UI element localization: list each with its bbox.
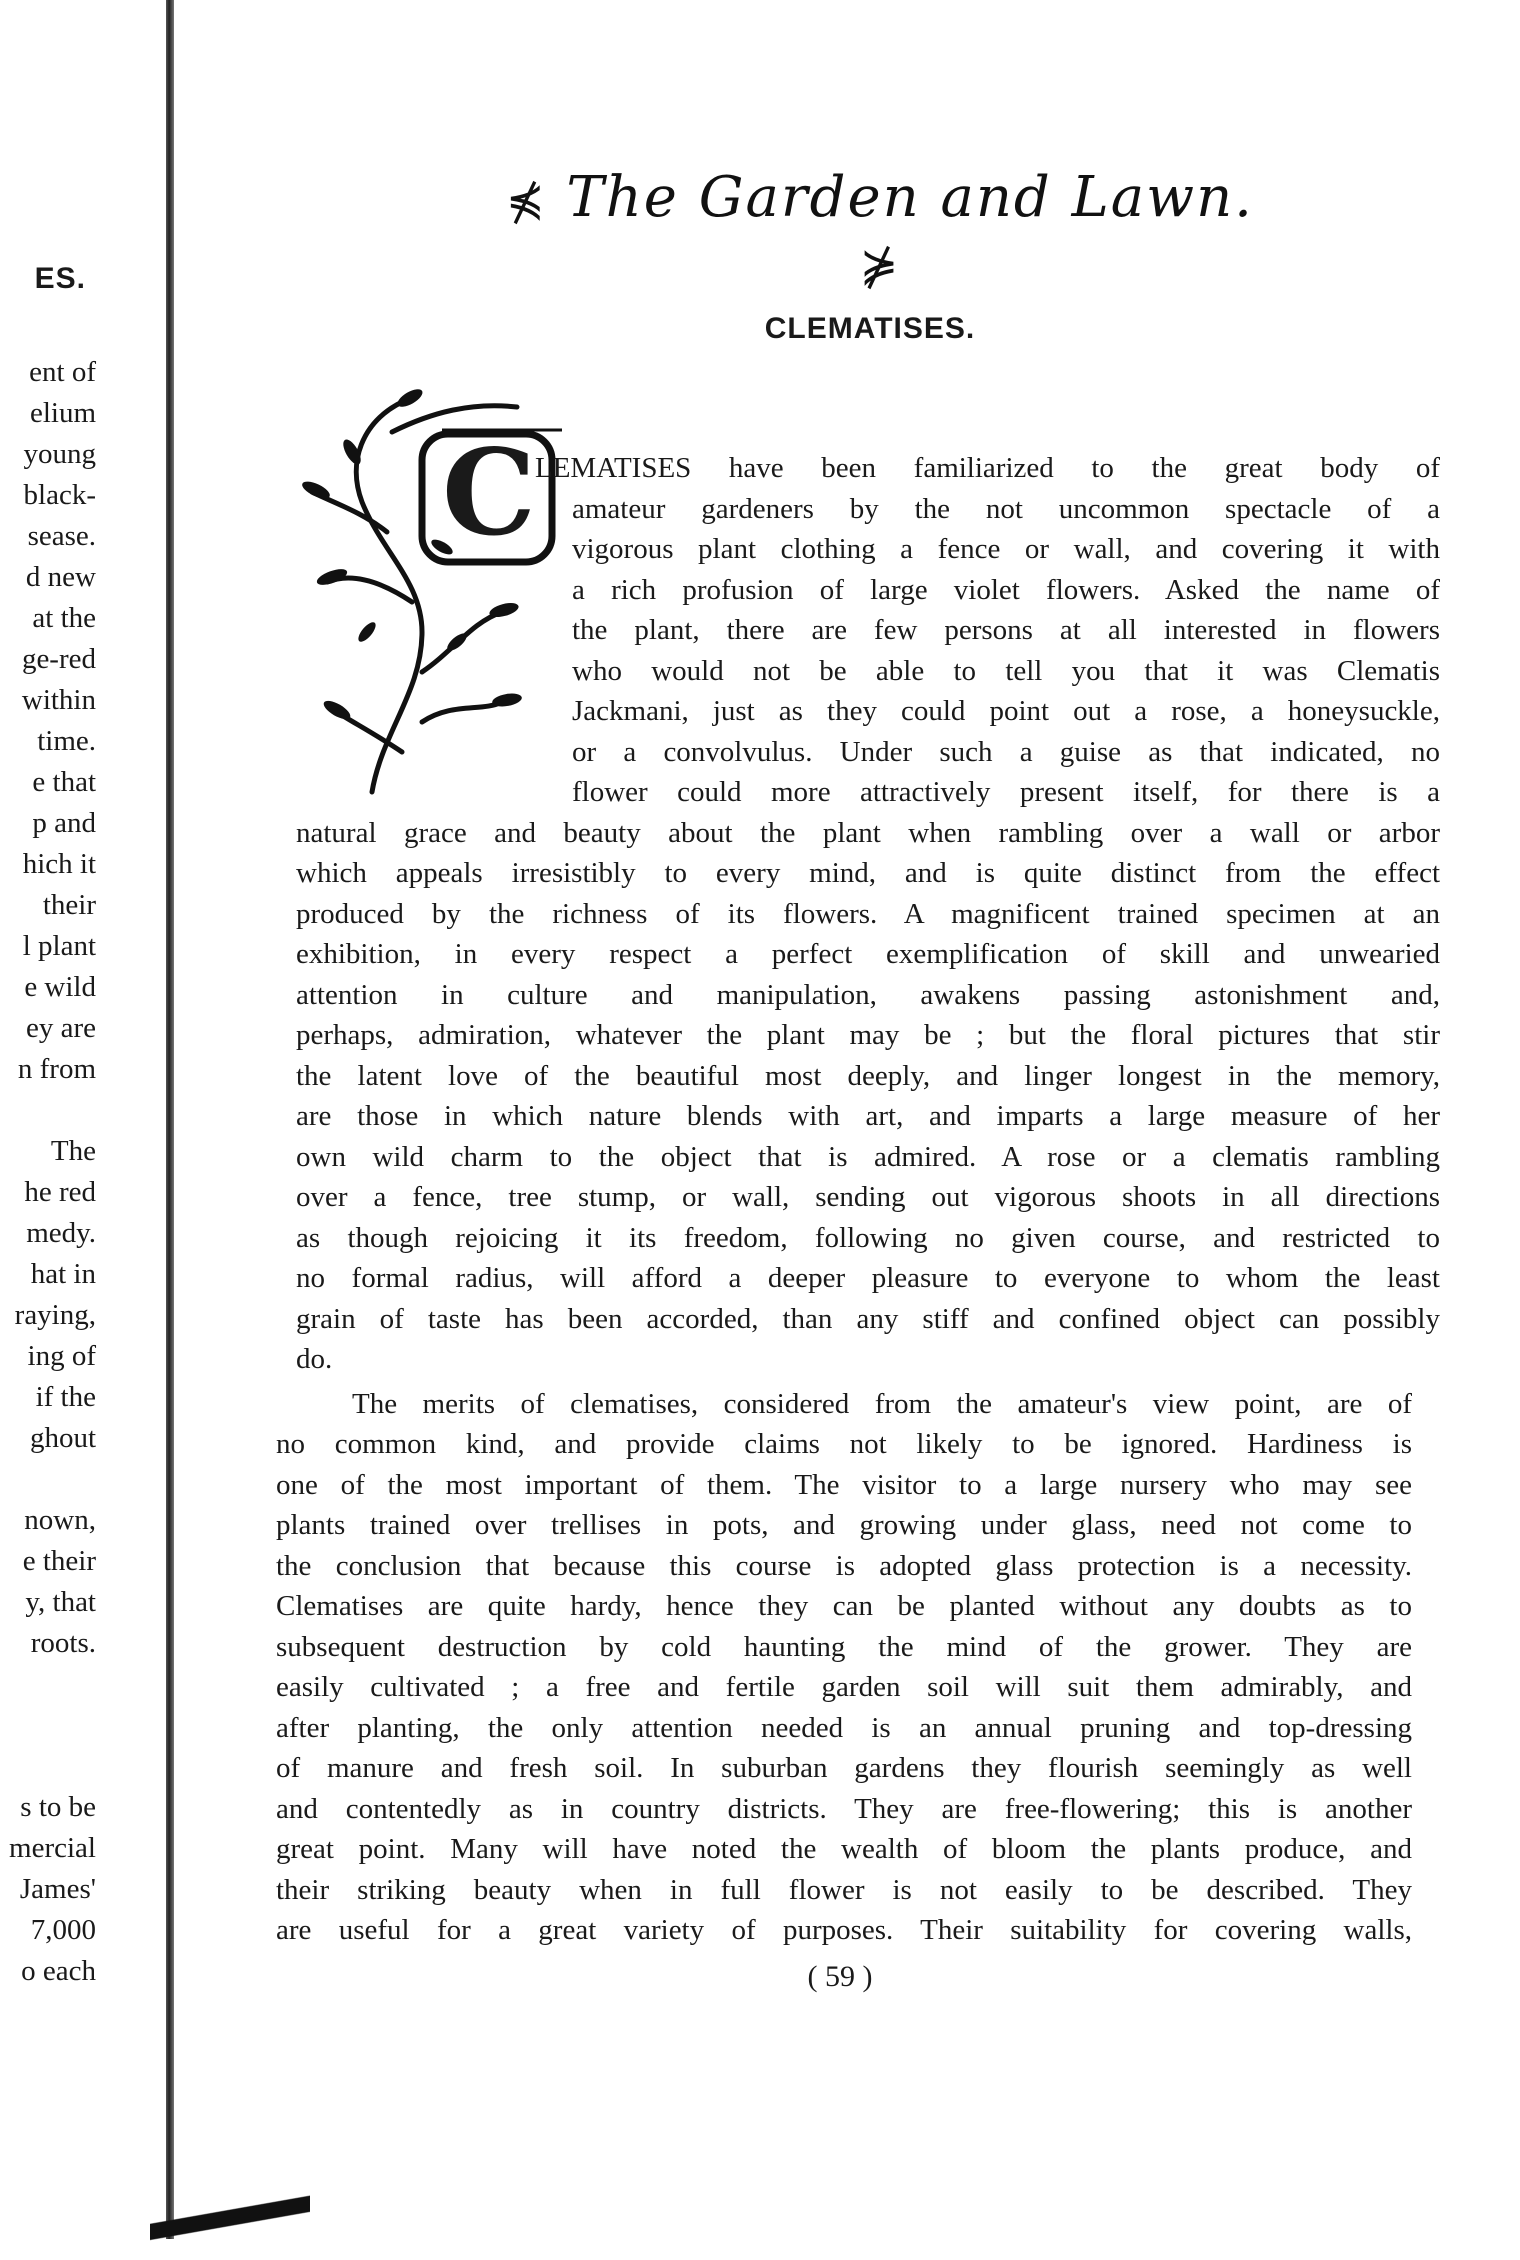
body-line: Jackmani, just as they could point out a rose, a honeysuckle, [572,695,1440,727]
body-line: and contentedly as in country districts. They are free-flowering; this is another [276,1792,1412,1825]
left-page-line: James' [19,1873,96,1905]
body-line: amateur gardeners by the not uncommon spectacle of a [572,492,1440,525]
page-number: ( 59 ) [807,1960,873,1993]
body-line: grain of taste has been accorded, than any stiff and confined object can possibly [296,1302,1440,1335]
body-line: one of the most important of them. The visitor to a large nursery who may see [276,1468,1412,1501]
body-line: of manure and fresh soil. In suburban gardens they flourish seemingly as well [276,1752,1412,1784]
body-line: The merits of clematises, considered from the amateur's view point, are of [352,1387,1412,1420]
left-page-line: ing of [27,1340,96,1372]
page-gutter [166,0,174,2239]
left-page-line: hich it [22,848,96,880]
left-page-line: The [50,1135,96,1167]
left-page-heading: ES. [34,262,86,295]
left-page-line: sease. [27,520,96,552]
body-line: great point. Many will have noted the wealth of bloom the plants produce, and [276,1833,1412,1865]
body-line: Clematises are quite hardy, hence they can be planted without any doubts as to [276,1590,1412,1622]
left-page-line: raying, [14,1299,96,1331]
body-line: after planting, the only attention needed is an annual pruning and top-dressing [276,1711,1412,1744]
left-page-fragment [0,0,168,2239]
left-page-line: if the [35,1381,96,1413]
left-page-line: their [42,889,96,921]
left-page-line: at the [32,602,96,634]
title-ornament-right: ⋡ [859,238,901,292]
body-line: perhaps, admiration, whatever the plant may be ; but the floral pictures that stir [296,1019,1440,1051]
left-page-line: e that [32,766,96,798]
left-page-line: l plant [22,930,96,962]
left-page-line: ge-red [21,643,96,675]
body-line: flower could more attractively present itself, for there is a [572,776,1440,808]
body-line: no formal radius, will afford a deeper pleasure to everyone to whom the least [296,1262,1440,1294]
body-line: their striking beauty when in full flower is not easily to be described. They [276,1873,1412,1906]
left-page-line: ent of [29,356,96,388]
left-page-line: within [21,684,96,716]
body-line: produced by the richness of its flowers. A magnificent trained specimen at an [296,897,1440,930]
left-page-line: time. [37,725,96,757]
left-page-line: hat in [30,1258,96,1290]
left-page-line: e wild [24,971,96,1003]
left-page-line: medy. [26,1217,96,1249]
body-line: the conclusion that because this course is adopted glass protection is a necessity. [276,1549,1412,1582]
left-page-line: o each [21,1955,96,1987]
left-page-line: e their [22,1545,96,1577]
decorated-initial [292,372,562,802]
body-line: are those in which nature blends with art, and imparts a large measure of her [296,1100,1440,1132]
left-page-text [9,352,96,1992]
left-page-line [9,1664,96,1705]
left-page-line: young [23,438,96,470]
left-page-line [9,1705,96,1746]
left-page-line: ey are [25,1012,96,1044]
body-line: do. [296,1343,333,1375]
left-page-line: mercial [9,1832,96,1864]
left-page-line: he red [24,1176,96,1208]
left-page-line: elium [29,397,96,429]
body-line: which appeals irresistibly to every mind, and is quite distinct from the effect [296,857,1440,889]
left-page-line: nown, [24,1504,96,1536]
left-page-line: ghout [29,1422,96,1454]
body-line: natural grace and beauty about the plant when rambling over a wall or arbor [296,816,1440,849]
left-page-line [9,1746,96,1787]
body-line: who would not be able to tell you that it was Clematis [572,654,1440,687]
page-title [480,165,1280,295]
body-line: own wild charm to the object that is admired. A rose or a clematis rambling [296,1140,1440,1173]
title-ornament-left: ⋠ [506,173,547,227]
body-line: attention in culture and manipulation, awakens passing astonishment and, [296,978,1440,1011]
left-page-line: n from [17,1053,96,1085]
body-line: LEMATISES have been familiarized to the great body of [535,452,1440,484]
body-line: over a fence, tree stump, or wall, sending out vigorous shoots in all directions [296,1181,1440,1213]
left-page-line: p and [32,807,96,839]
left-page-line: 7,000 [30,1914,96,1946]
left-page-line: y, that [25,1586,96,1618]
body-line: plants trained over trellises in pots, and growing under glass, need not come to [276,1509,1412,1541]
left-page-line: black- [23,479,96,511]
left-page-line [9,1459,96,1500]
body-line: the latent love of the beautiful most deeply, and linger longest in the memory, [296,1059,1440,1092]
body-line: subsequent destruction by cold haunting the mind of the grower. They are [276,1630,1412,1663]
body-line: the plant, there are few persons at all interested in flowers [572,614,1440,646]
page-edge-shadow [150,2180,310,2260]
section-heading: CLEMATISES. [764,312,976,345]
left-page-line: d new [25,561,96,593]
left-page-line: s to be [20,1791,96,1823]
drop-cap-letter: C [442,423,536,562]
left-page-line [9,1090,96,1131]
body-line: or a convolvulus. Under such a guise as that indicated, no [572,735,1440,768]
body-line: easily cultivated ; a free and fertile garden soil will suit them admirably, and [276,1671,1412,1703]
body-line: exhibition, in every respect a perfect exemplification of skill and unwearied [296,938,1440,970]
body-line: no common kind, and provide claims not likely to be ignored. Hardiness is [276,1428,1412,1460]
body-line: are useful for a great variety of purposes. Their suitability for covering walls, [276,1914,1412,1946]
left-page-line: roots. [30,1627,96,1659]
body-line: a rich profusion of large violet flowers. Asked the name of [572,573,1440,606]
body-line: as though rejoicing it its freedom, following no given course, and restricted to [296,1221,1440,1254]
body-line: vigorous plant clothing a fence or wall, and covering it with [572,533,1440,565]
page-title-text: The Garden and Lawn. [566,165,1254,230]
